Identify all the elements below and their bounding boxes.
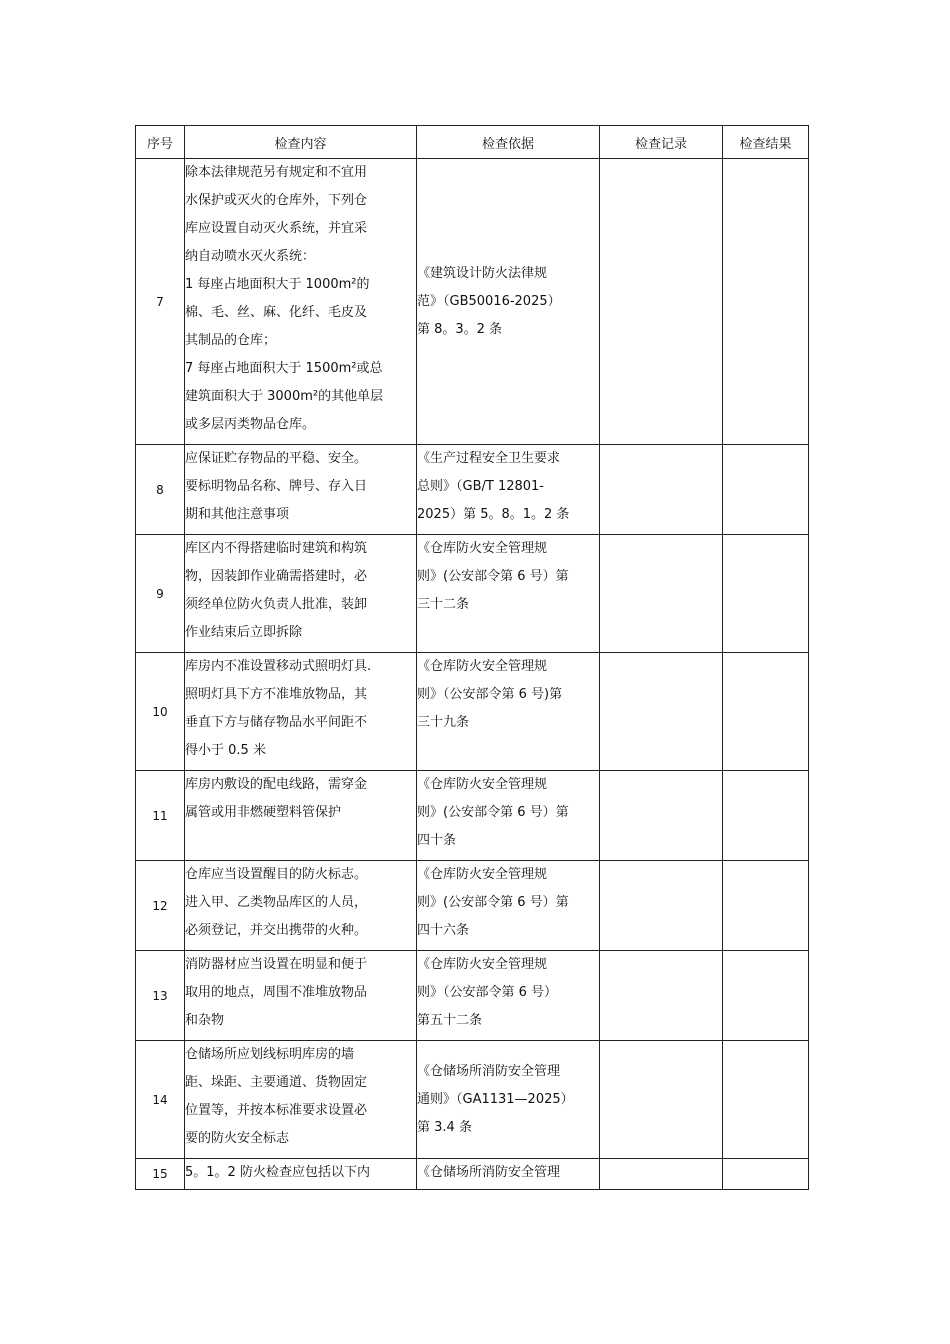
table-row <box>136 1041 809 1159</box>
row-content <box>185 861 417 951</box>
row-record-cell[interactable] <box>600 653 723 771</box>
basis-line: 范》（GB50016-2025） <box>417 293 561 309</box>
table-row <box>136 653 809 771</box>
basis-line: 《建筑设计防火法律规 <box>417 265 548 281</box>
basis-line: 则》(公安部令第 6 号）第 <box>417 895 569 910</box>
row-record-cell[interactable] <box>600 1041 723 1159</box>
row-content <box>185 159 417 445</box>
row-record-cell[interactable] <box>600 535 723 653</box>
basis-line: 四十条 <box>417 833 457 848</box>
table-row <box>136 535 809 653</box>
row-basis <box>417 861 600 951</box>
row-basis <box>417 159 600 445</box>
content-line: 属管或用非燃硬塑料管保护 <box>185 805 342 820</box>
basis-line: 《仓库防火安全管理规 <box>417 541 548 556</box>
content-line: 棉、毛、丝、麻、化纤、毛皮及 <box>185 305 368 320</box>
basis-line: 《仓库防火安全管理规 <box>417 659 548 674</box>
row-num: 11 <box>136 771 185 861</box>
row-num: 8 <box>136 445 185 535</box>
row-record-cell[interactable] <box>600 951 723 1041</box>
content-line: 位置等，并按本标准要求设置必 <box>185 1103 368 1118</box>
content-line: 进入甲、乙类物品库区的人员， <box>185 895 368 910</box>
row-result-cell[interactable] <box>723 771 809 861</box>
content-line: 应保证贮存物品的平稳、安全。 <box>185 451 368 466</box>
basis-line: 四十六条 <box>417 923 470 938</box>
row-result-cell[interactable] <box>723 1159 809 1190</box>
row-basis <box>417 951 600 1041</box>
table-row <box>136 771 809 861</box>
row-content <box>185 1159 417 1190</box>
basis-line: 三十二条 <box>417 597 470 612</box>
row-result-cell[interactable] <box>723 861 809 951</box>
content-line: 要标明物品名称、牌号、存入日 <box>185 479 368 494</box>
row-result-cell[interactable] <box>723 653 809 771</box>
header-content: 检查内容 <box>185 126 417 159</box>
row-record-cell[interactable] <box>600 445 723 535</box>
content-line: 仓储场所应划线标明库房的墙 <box>185 1047 355 1062</box>
row-record-cell[interactable] <box>600 1159 723 1190</box>
table-row <box>136 159 809 445</box>
content-line: 库房内不准设置移动式照明灯具. <box>185 659 372 674</box>
content-line: 1 每座占地面积大于 1000m²的 <box>185 277 370 292</box>
row-content <box>185 535 417 653</box>
row-content <box>185 653 417 771</box>
header-record: 检查记录 <box>600 126 723 159</box>
row-num: 12 <box>136 861 185 951</box>
row-content <box>185 1041 417 1159</box>
basis-line: 《仓库防火安全管理规 <box>417 777 548 792</box>
table-row <box>136 445 809 535</box>
row-num: 13 <box>136 951 185 1041</box>
row-num: 9 <box>136 535 185 653</box>
content-line: 照明灯具下方不准堆放物品，其 <box>185 687 368 702</box>
content-line: 物，因装卸作业确需搭建时，必 <box>185 569 368 584</box>
row-basis <box>417 535 600 653</box>
row-content <box>185 951 417 1041</box>
content-line: 其制品的仓库； <box>185 333 277 348</box>
inspection-table <box>135 125 809 1190</box>
basis-line: 《仓库防火安全管理规 <box>417 867 548 882</box>
content-line: 作业结束后立即拆除 <box>185 625 303 640</box>
content-line: 除本法律规范另有规定和不宜用 <box>185 165 368 180</box>
content-line: 水保护或灭火的仓库外，下列仓 <box>185 193 368 208</box>
content-line: 7 每座占地面积大于 1500m²或总 <box>185 361 383 376</box>
row-result-cell[interactable] <box>723 159 809 445</box>
row-num: 15 <box>136 1159 185 1190</box>
content-line: 距、垛距、主要通道、货物固定 <box>185 1075 368 1090</box>
content-line: 得小于 0.5 米 <box>185 743 266 758</box>
row-basis <box>417 1159 600 1190</box>
content-line: 库区内不得搭建临时建筑和构筑 <box>185 541 368 556</box>
content-line: 库应设置自动灭火系统，并宜采 <box>185 221 368 236</box>
row-basis <box>417 1041 600 1159</box>
content-line: 须经单位防火负责人批准，装卸 <box>185 597 368 612</box>
row-basis <box>417 653 600 771</box>
row-content <box>185 771 417 861</box>
basis-line: 2025）第 5。8。1。2 条 <box>417 507 570 522</box>
content-line: 和杂物 <box>185 1013 225 1028</box>
content-line: 消防器材应当设置在明显和便于 <box>185 957 368 972</box>
header-num: 序号 <box>136 126 185 159</box>
basis-line: 三十九条 <box>417 715 470 730</box>
basis-line: 则》（公安部令第 6 号)第 <box>417 687 563 702</box>
content-line: 垂直下方与储存物品水平间距不 <box>185 715 368 730</box>
basis-line: 《仓库防火安全管理规 <box>417 957 548 972</box>
basis-line: 则》(公安部令第 6 号）第 <box>417 569 569 584</box>
row-result-cell[interactable] <box>723 535 809 653</box>
table-row <box>136 1159 809 1190</box>
row-result-cell[interactable] <box>723 445 809 535</box>
header-basis: 检查依据 <box>417 126 600 159</box>
row-record-cell[interactable] <box>600 771 723 861</box>
basis-line: 则》（公安部令第 6 号） <box>417 985 558 1000</box>
row-num: 14 <box>136 1041 185 1159</box>
row-content <box>185 445 417 535</box>
content-line: 期和其他注意事项 <box>185 507 290 522</box>
basis-line: 第 3.4 条 <box>417 1119 472 1135</box>
basis-line: 总则》（GB/T 12801- <box>417 479 544 494</box>
row-record-cell[interactable] <box>600 159 723 445</box>
row-num: 10 <box>136 653 185 771</box>
basis-line: 第 8。3。2 条 <box>417 321 503 337</box>
basis-line: 《仓储场所消防安全管理 <box>417 1165 561 1180</box>
basis-line: 第五十二条 <box>417 1013 483 1028</box>
row-result-cell[interactable] <box>723 951 809 1041</box>
content-line: 必须登记，并交出携带的火种。 <box>185 923 368 938</box>
table-row <box>136 861 809 951</box>
content-line: 仓库应当设置醒目的防火标志。 <box>185 867 368 882</box>
content-line: 5。1。2 防火检查应包括以下内 <box>185 1165 370 1180</box>
row-result-cell[interactable] <box>723 1041 809 1159</box>
content-line: 纳自动喷水灭火系统： <box>185 249 316 264</box>
content-line: 库房内敷设的配电线路，需穿金 <box>185 777 368 792</box>
basis-line: 《仓储场所消防安全管理 <box>417 1063 561 1079</box>
content-line: 或多层丙类物品仓库。 <box>185 417 316 432</box>
header-row <box>136 126 809 159</box>
header-result: 检查结果 <box>723 126 809 159</box>
basis-line: 通则》（GA1131—2025） <box>417 1091 574 1107</box>
row-record-cell[interactable] <box>600 861 723 951</box>
row-num: 7 <box>136 159 185 445</box>
basis-line: 则》(公安部令第 6 号）第 <box>417 805 569 820</box>
row-basis <box>417 771 600 861</box>
content-line: 建筑面积大于 3000m²的其他单层 <box>185 389 384 404</box>
basis-line: 《生产过程安全卫生要求 <box>417 451 561 466</box>
row-basis <box>417 445 600 535</box>
table-row <box>136 951 809 1041</box>
content-line: 要的防火安全标志 <box>185 1131 290 1146</box>
content-line: 取用的地点，周围不准堆放物品 <box>185 985 368 1000</box>
